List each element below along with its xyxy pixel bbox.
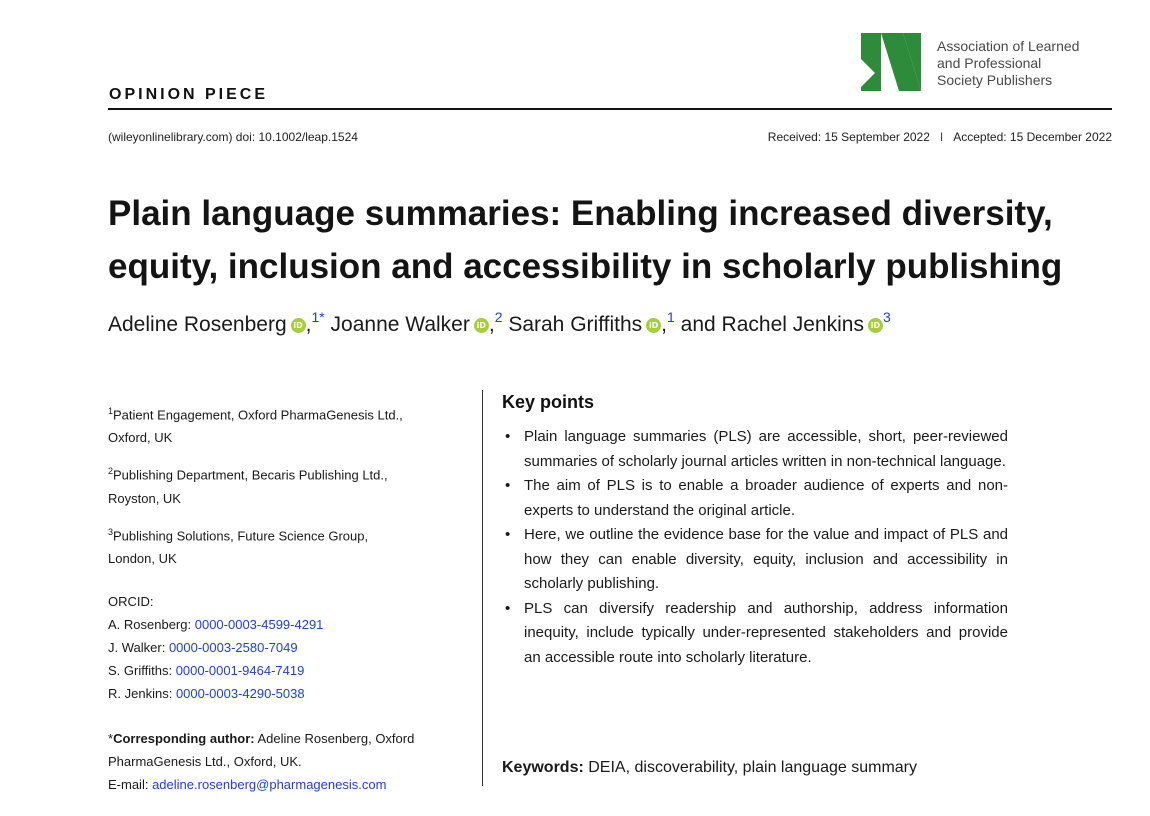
email-line bbox=[108, 773, 468, 796]
author-separator: , bbox=[488, 313, 495, 336]
orcid-icon[interactable]: iD bbox=[474, 318, 489, 333]
orcid-icon[interactable]: iD bbox=[291, 318, 306, 333]
email-label: E-mail: bbox=[108, 776, 149, 792]
affiliation-number: 1 bbox=[108, 406, 114, 416]
orcid-entry bbox=[108, 613, 468, 636]
affiliation bbox=[108, 521, 468, 570]
column-divider bbox=[482, 390, 483, 786]
affiliation-line: Oxford, UK bbox=[108, 430, 173, 446]
orcid-icon[interactable]: iD bbox=[646, 318, 661, 333]
author-affiliation-sup[interactable]: 1 bbox=[667, 309, 675, 325]
author-separator: , bbox=[661, 313, 668, 336]
key-point-text: The aim of PLS is to enable a broader audience of experts and non-experts to understand the original article. bbox=[524, 477, 1008, 519]
bullet-icon: • bbox=[505, 477, 511, 494]
corresponding-line bbox=[108, 727, 468, 750]
publisher-name bbox=[937, 38, 1127, 89]
dates-line bbox=[768, 130, 1112, 144]
key-point-text: PLS can diversify readership and authorship, address information inequity, include typically under-represented stakeholders and provide an accessible route into scholarly literature. bbox=[524, 599, 1008, 666]
key-point-text: Here, we outline the evidence base for the value and impact of PLS and how they can enable diversity, equity, inclusion and accessibility in scholarly publishing. bbox=[524, 526, 1008, 592]
affiliation-line: Publishing Department, Becaris Publishing Ltd., bbox=[113, 467, 388, 483]
author-affiliation-sup[interactable]: 2 bbox=[494, 309, 503, 325]
affiliation-line: Patient Engagement, Oxford PharmaGenesis Ltd., bbox=[113, 407, 403, 423]
author-name: Joanne Walker bbox=[330, 313, 470, 336]
author-and: and bbox=[680, 313, 716, 336]
alpsp-logo bbox=[861, 33, 921, 91]
corresponding-author bbox=[108, 727, 468, 796]
affiliation-number: 2 bbox=[108, 466, 114, 477]
author-affiliation-sup[interactable]: 1* bbox=[311, 309, 325, 325]
header-rule bbox=[108, 108, 1112, 110]
affiliation-line: Publishing Solutions, Future Science Group, bbox=[113, 527, 369, 543]
corresponding-marker: * bbox=[108, 730, 114, 746]
publisher-name-line: and Professional bbox=[937, 55, 1042, 71]
key-point bbox=[502, 425, 1008, 474]
affiliation-line: London, UK bbox=[108, 550, 177, 566]
orcid-heading: ORCID: bbox=[108, 593, 154, 609]
key-point bbox=[502, 597, 1008, 671]
orcid-icon[interactable]: iD bbox=[868, 318, 883, 333]
doi-line: (wileyonlinelibrary.com) doi: 10.1002/leap.1524 bbox=[108, 130, 358, 144]
author-name: Sarah Griffiths bbox=[508, 313, 643, 336]
date-separator: I bbox=[939, 130, 944, 144]
orcid-link[interactable]: 0000-0003-4290-5038 bbox=[175, 685, 305, 701]
affiliation bbox=[108, 460, 468, 509]
orcid-link[interactable]: 0000-0003-4599-4291 bbox=[194, 616, 324, 632]
title-line: Plain language summaries: Enabling increased diversity, bbox=[108, 194, 1053, 233]
key-point bbox=[502, 523, 1008, 597]
orcid-link[interactable]: 0000-0003-2580-7049 bbox=[168, 639, 298, 655]
keywords-label: Keywords: bbox=[502, 759, 584, 776]
bullet-icon: • bbox=[505, 599, 511, 617]
orcid-block bbox=[108, 590, 468, 705]
author-name: Rachel Jenkins bbox=[721, 313, 864, 336]
key-points-title: Key points bbox=[502, 392, 595, 412]
orcid-entry bbox=[108, 636, 468, 659]
orcid-entry-label: J. Walker: bbox=[108, 639, 166, 655]
orcid-entry-label: R. Jenkins: bbox=[108, 685, 173, 701]
author-separator: , bbox=[305, 313, 312, 336]
orcid-link[interactable]: 0000-0001-9464-7419 bbox=[175, 662, 305, 678]
corresponding-label: Corresponding author: bbox=[113, 730, 255, 746]
author-affiliation-sup[interactable]: 3 bbox=[882, 309, 891, 325]
received-date: Received: 15 September 2022 bbox=[767, 130, 930, 144]
orcid-entry-label: S. Griffiths: bbox=[108, 662, 173, 678]
accepted-date: Accepted: 15 December 2022 bbox=[953, 130, 1112, 144]
key-point bbox=[502, 474, 1008, 523]
corresponding-text: Adeline Rosenberg, Oxford bbox=[257, 730, 415, 746]
affiliation-number: 3 bbox=[108, 526, 114, 537]
affiliation bbox=[108, 400, 468, 449]
email-link[interactable]: adeline.rosenberg@pharmagenesis.com bbox=[152, 776, 387, 792]
bullet-icon: • bbox=[505, 526, 511, 543]
publisher-name-line: Association of Learned bbox=[937, 38, 1080, 54]
orcid-entry bbox=[108, 659, 468, 682]
section-label: OPINION PIECE bbox=[109, 86, 269, 103]
bullet-icon: • bbox=[505, 428, 511, 445]
publisher-name-line: Society Publishers bbox=[937, 72, 1053, 88]
author-list bbox=[108, 300, 1108, 342]
title-line: equity, inclusion and accessibility in scholarly publishing bbox=[108, 247, 1063, 286]
key-points-list bbox=[502, 425, 1008, 670]
keywords-value: DEIA, discoverability, plain language summary bbox=[588, 759, 917, 776]
affiliations-column bbox=[108, 400, 468, 796]
orcid-entry bbox=[108, 682, 468, 705]
key-point-text: Plain language summaries (PLS) are accessible, short, peer-reviewed summaries of scholarly journal articles written in non-technical language. bbox=[524, 428, 1008, 470]
orcid-entry-label: A. Rosenberg: bbox=[108, 616, 192, 632]
affiliation-line: Royston, UK bbox=[108, 490, 181, 506]
article-title bbox=[108, 187, 1108, 293]
author-name: Adeline Rosenberg bbox=[108, 313, 287, 336]
keywords bbox=[502, 759, 917, 777]
corresponding-text: PharmaGenesis Ltd., Oxford, UK. bbox=[108, 753, 302, 769]
